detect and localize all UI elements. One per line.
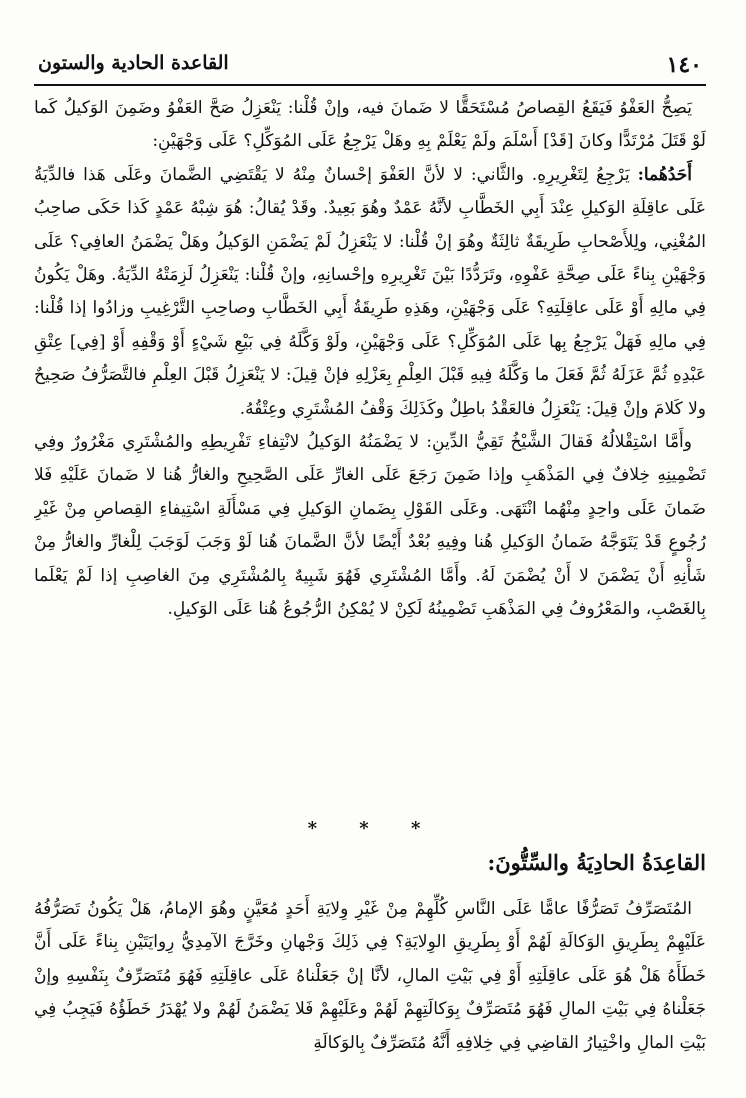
section-divider: * * * [307, 818, 439, 839]
paragraph [34, 893, 706, 1060]
paragraph-text: وأَمَّا اسْتِقْلالُهُ فَقالَ الشَّيْخُ تَقِيُّ الدِّينِ: لا يَضْمَنُهُ الوَكيلُ لانْتِفاءِ تَفْرِيطِهِ والمُشْتَرِي مَغْرُورٌ وفِي تَضْمِينِهِ خِلافٌ فِي المَذْهَبِ وإذا ضَمِنَ رَجَعَ عَلَى الغارِّ عَلَى الصَّحِيحِ والغارُّ هُنا لا ضَمانَ عَلَيْهِ فَلا ضَمانَ عَلَى واحِدٍ مِنْهُما انْتَهَى. وعَلَى القَوْلِ بِضَمانِ الوَكيلِ فِي مَسْأَلَةِ اسْتِيفاءِ القِصاصِ مِنْ غَيْرِ رُجُوعٍ قَدْ يَتَوَجَّهُ ضَمانُ الوَكيلِ هُنا وفِيهِ بُعْدٌ أَيْضًا لأنَّ الضَّمانَ هُنا لَوْ وَجَبَ لَوَجَبَ لِلْغارِّ والغارُّ مِنْ شَأْنِهِ أَنْ يَضْمَنَ لا أَنْ يُضْمَنَ لَهُ. وأَمَّا المُشْتَرِي فَهُوَ شَبِيهٌ بِالمُشْتَرِي مِنَ الغاصِبِ إذا لَمْ يَعْلَما بِالغَصْبِ، والمَعْرُوفُ فِي المَذْهَبِ تَضْمِينُهُ لَكِنْ لا يُمْكِنُ الرُّجُوعُ هُنا عَلَى الوَكيلِ. [34, 432, 706, 620]
paragraph-text: يَرْجِعُ لِتَغْرِيرِهِ. والثَّاني: لا لأنَّ العَفْوَ إحْسانٌ مِنْهُ لا يَقْتَضِي الضَّمانَ وعَلَى هَذا فالدِّيَةُ عَلَى عاقِلَةِ الوَكيلِ عِنْدَ أَبِي الخَطَّابِ لأنَّهُ عَمْدٌ وهُوَ بَعِيدٌ. وقَدْ يُقالُ: هُوَ شِبْهُ عَمْدٍ كَذا حَكَى صاحِبُ المُغْنِي، ولِلأَصْحابِ طَرِيقَةٌ ثالِثَةٌ وهُوَ إنْ قُلْنا: لا يَنْعَزِلُ لَمْ يَضْمَنِ الوَكيلُ وهَلْ يَضْمَنُ العافِي؟ عَلَى وَجْهَيْنِ بِناءً عَلَى صِحَّةِ عَفْوِهِ، وتَرَدُّدًا بَيْنَ تَغْرِيرِهِ وإحْسانِهِ، وإنْ قُلْنا: يَنْعَزِلُ لَزِمَتْهُ الدِّيَةُ. وهَلْ يَكُونُ فِي مالِهِ أَوْ عَلَى عاقِلَتِهِ؟ عَلَى وَجْهَيْنِ، وهَذِهِ طَرِيقَةُ أَبِي الخَطَّابِ وصاحِبِ التَّرْغِيبِ وزادُوا إذا قُلْنا: فِي مالِهِ فَهَلْ يَرْجِعُ بِها عَلَى المُوَكِّلِ؟ عَلَى وَجْهَيْنِ، ولَوْ وَكَّلَهُ فِي بَيْعِ شَيْءٍ أَوْ وَقْفِهِ أَوْ [فِي] عِتْقِ عَبْدِهِ ثُمَّ عَزَلَهُ ثُمَّ فَعَلَ ما وَكَّلَهُ فِيهِ قَبْلَ العِلْمِ بِعَزْلِهِ فإنْ قِيلَ: لا يَنْعَزِلُ قَبْلَ العِلْمِ فالتَّصَرُّفُ صَحِيحٌ ولا كَلامَ وإنْ قِيلَ: يَنْعَزِلُ فالعَقْدُ باطِلٌ وكَذَلِكَ وَقْفُ المُشْتَرِي وعِتْقُهُ. [34, 164, 706, 419]
paragraph [34, 92, 706, 159]
paragraph-label: أَحَدُهُما: [637, 164, 692, 185]
paragraph [34, 159, 706, 426]
paragraph-text: يَصِحُّ العَفْوُ فَيَقَعُ القِصاصُ مُسْتَحَقًّا لا ضَمانَ فيه، وإنْ قُلْنا: يَنْعَزِلُ صَحَّ العَفْوُ وضَمِنَ الوَكيلُ كَما لَوْ قَتَلَ مُرْتَدًّا وكانَ [قَدْ] أَسْلَمَ ولَمْ يَعْلَمْ بِهِ وهَلْ يَرْجِعُ عَلَى المُوَكِّلِ؟ عَلَى وَجْهَيْنِ: [34, 98, 706, 152]
running-title: القاعدة الحادية والستون [38, 52, 229, 74]
section-heading: القاعِدَةُ الحادِيَةُ والسِّتُّونَ: [487, 850, 706, 875]
paragraph-text: المُتَصَرِّفُ تَصَرُّفًا عامًّا عَلَى النَّاسِ كُلِّهِمْ مِنْ غَيْرِ وِلايَةِ أَحَدٍ مُعَيَّنٍ وهُوَ الإمامُ، هَلْ يَكُونُ تَصَرُّفُهُ عَلَيْهِمْ بِطَرِيقِ الوَكالَةِ لَهُمْ أَوْ بِطَرِيقِ الوِلايَةِ؟ فِي ذَلِكَ وَجْهانِ وخَرَّجَ الآمِدِيُّ رِوايَتَيْنِ بِناءً عَلَى أَنَّ خَطَأَهُ هَلْ هُوَ عَلَى عاقِلَتِهِ أَوْ فِي بَيْتِ المالِ، لأنَّا إنْ جَعَلْناهُ عَلَى عاقِلَتِهِ فَهُوَ مُتَصَرِّفٌ بِنَفْسِهِ وإنْ جَعَلْناهُ فِي بَيْتِ المالِ فَهُوَ مُتَصَرِّفٌ بِوَكالَتِهِمْ لَهُمْ وعَلَيْهِمْ فَلا يَضْمَنُ لَهُمْ ولا يُهْدَرُ خَطَؤُهُ فَيَجِبُ فِي بَيْتِ المالِ واخْتِيارُ القاضِي فِي خِلافِهِ أَنَّهُ مُتَصَرِّفٌ بِالوَكالَةِ [34, 899, 706, 1053]
page-number: ١٤٠ [666, 52, 702, 78]
section-text [34, 893, 706, 1093]
page-header [34, 50, 706, 86]
main-text [34, 92, 706, 812]
paragraph [34, 426, 706, 626]
